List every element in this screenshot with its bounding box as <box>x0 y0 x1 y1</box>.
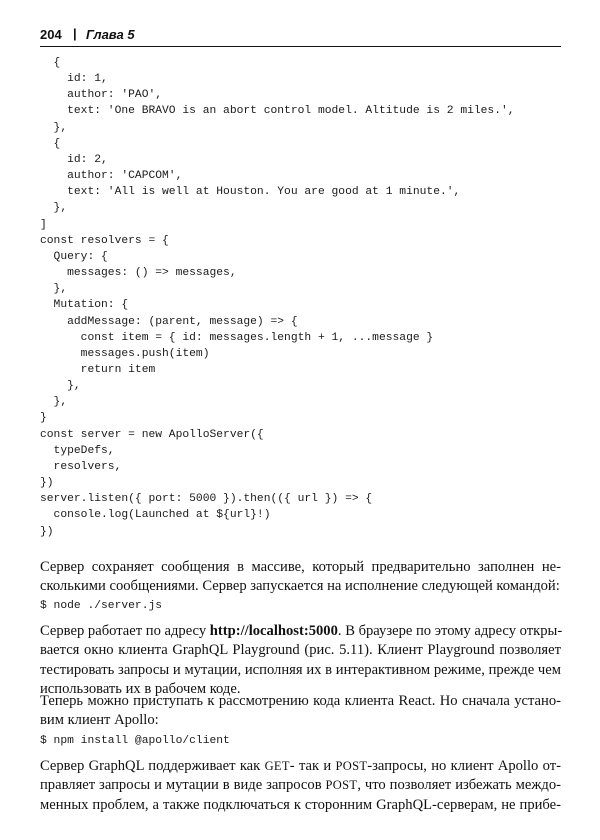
paragraph-line <box>40 622 561 641</box>
code-line: }, <box>40 396 68 409</box>
post-keyword: POST <box>335 759 368 773</box>
paragraph-line: вим клиент Apollo: <box>40 712 159 729</box>
code-line: resolvers, <box>40 460 122 473</box>
code-line: }) <box>40 477 54 490</box>
paragraph-graphql-requests <box>40 757 561 815</box>
code-line: } <box>40 412 47 425</box>
command-node-server: $ node ./server.js <box>40 600 163 612</box>
code-line: }) <box>40 525 54 538</box>
running-header <box>40 26 561 47</box>
code-line: text: 'One BRAVO is an abort control model. Altitude is 2 miles.', <box>40 105 515 118</box>
server-url: http://localhost:5000 <box>209 623 338 639</box>
code-line: }, <box>40 121 68 134</box>
code-line: text: 'All is well at Houston. You are good at 1 minute.', <box>40 186 461 199</box>
code-line: typeDefs, <box>40 444 115 457</box>
code-line: }, <box>40 202 68 215</box>
code-line: author: 'CAPCOM', <box>40 170 183 183</box>
get-keyword: GET <box>264 759 290 773</box>
chapter-title: Глава 5 <box>86 27 135 42</box>
command-npm-install: $ npm install @apollo/client <box>40 735 230 747</box>
code-line: }, <box>40 283 68 296</box>
code-line: const server = new ApolloServer({ <box>40 428 264 441</box>
code-line: author: 'PAO', <box>40 89 163 102</box>
paragraph-server-address <box>40 622 561 699</box>
paragraph-line: Теперь можно приступать к рассмотрению кода клиента React. Но сначала устано- <box>40 693 561 709</box>
page-number: 204 <box>40 27 62 42</box>
code-listing <box>40 55 515 540</box>
text-run: Сервер GraphQL поддерживает как <box>40 758 265 774</box>
text-run: правляет запросы и мутации в виде запросов <box>40 777 326 794</box>
text-run: . В браузере по этому адресу откры- <box>337 623 563 639</box>
code-line: Query: { <box>40 250 108 263</box>
code-line: }, <box>40 380 81 393</box>
code-line: server.listen({ port: 5000 }).then(({ url }) => { <box>40 493 373 506</box>
code-line: id: 1, <box>40 73 108 86</box>
code-line: const resolvers = { <box>40 234 169 247</box>
code-line: return item <box>40 363 156 376</box>
paragraph-line <box>40 776 561 795</box>
paragraph-line: вается окно клиента GraphQL Playground (рис. 5.11). Клиент Playground позволяет <box>40 642 561 659</box>
paragraph-server-storage <box>40 558 561 597</box>
paragraph-line: Сервер сохраняет сообщения в массиве, который предварительно заполнен не- <box>40 559 561 575</box>
text-run: -запросы, но клиент Apollo от- <box>367 758 561 774</box>
text-run: Сервер работает по адресу <box>40 623 210 639</box>
code-line: console.log(Launched at ${url}!) <box>40 509 271 522</box>
post-keyword: POST <box>325 778 358 793</box>
code-line: { <box>40 57 61 69</box>
paragraph-line: сколькими сообщениями. Сервер запускается на исполнение следующей командой: <box>40 578 560 595</box>
text-run: , что позволяет избежать междо- <box>357 777 561 794</box>
code-line: { <box>40 137 61 150</box>
header-separator: | <box>73 26 77 41</box>
code-line: const item = { id: messages.length + 1, ...message } <box>40 331 434 344</box>
code-line: ] <box>40 218 47 231</box>
code-line: id: 2, <box>40 153 108 166</box>
paragraph-line: тестировать запросы и мутации, исполняя их в интерактивном режиме, прежде чем <box>40 661 561 678</box>
paragraph-line <box>40 757 561 776</box>
paragraph-line: менных проблем, а также подключаться к сторонним GraphQL-серверам, не прибе- <box>40 796 561 813</box>
text-run: - так и <box>289 758 336 774</box>
code-line: messages.push(item) <box>40 347 210 360</box>
code-line: Mutation: { <box>40 299 129 312</box>
paragraph-react-client <box>40 692 561 731</box>
paragraph-line: использовать их в рабочем коде. <box>40 680 241 697</box>
code-line: addMessage: (parent, message) => { <box>40 315 298 328</box>
code-line: messages: () => messages, <box>40 267 237 280</box>
